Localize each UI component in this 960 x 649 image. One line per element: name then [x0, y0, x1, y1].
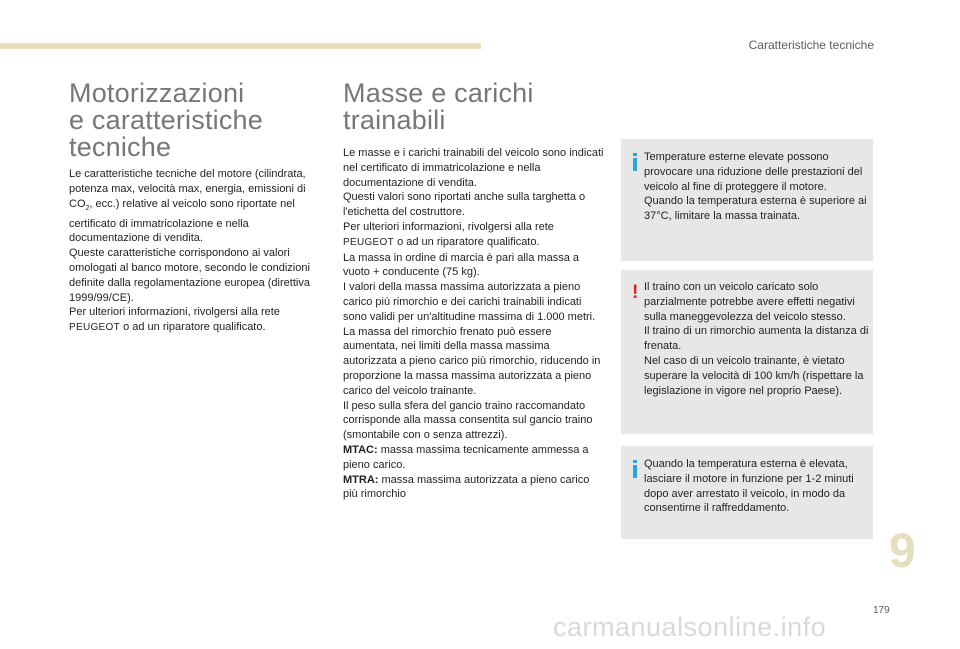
brand-name: PEUGEOT: [69, 322, 120, 334]
engine-paragraph: Queste caratteristiche corrispondono ai valori omologati al banco motore, secondo le condizioni definite dalla regolamentazione europea (direttiva 1999/99/CE).: [69, 247, 310, 304]
definition-mtac: MTAC: massa massima tecnicamente ammessa a pieno carico.: [343, 443, 589, 471]
info-box-cooling: [621, 446, 873, 539]
masses-paragraph: I valori della massa massima autorizzata a pieno carico più rimorchio e dei carichi trainabili indicati sono validi per un'altitudine massima di 1.000 metri.: [343, 281, 596, 323]
masses-section-title: [343, 80, 605, 134]
section-header: Caratteristiche tecniche: [748, 38, 874, 52]
info-box-text: Temperature esterne elevate possono provocare una riduzione delle prestazioni del veicolo al fine di proteggere il motore. Quando la temperatura esterna è superiore ai 37°C, limitare la massa trainata.: [644, 151, 867, 223]
brand-name: PEUGEOT: [343, 236, 394, 248]
masses-paragraph: Le masse e i carichi trainabili del veicolo sono indicati nel certificato di immatricolazione e nella documentazione di vendita.: [343, 147, 604, 189]
engine-section: [69, 80, 331, 336]
masses-paragraph: Per ulteriori informazioni, rivolgersi alla rete PEUGEOT o ad un riparatore qualificato.: [343, 220, 554, 248]
warning-line: Nel caso di un veicolo trainante, è vietato superare la velocità di 100 km/h (rispettare la legislazione in vigore nel proprio Paese).: [644, 354, 864, 397]
masses-paragraph: La massa del rimorchio frenato può essere aumentata, nei limiti della massa massima autorizzata a pieno carico più rimorchio, riducendo in proporzione la massa massima autorizzata a pieno carico del veicolo trainante.: [343, 325, 601, 397]
page-number: 179: [873, 605, 890, 616]
title-line: trainabili: [343, 105, 446, 135]
engine-paragraph: Per ulteriori informazioni, rivolgersi alla rete PEUGEOT o ad un riparatore qualificato.: [69, 306, 280, 334]
engine-paragraph: Le caratteristiche tecniche del motore (cilindrata, potenza max, velocità max, energia, emissioni di $CO_2$, ecc.) relative al veicolo sono riportate nel certificato di immatricolazione e nella documentazione di vendita.: [69, 168, 306, 245]
chapter-number: 9: [889, 525, 916, 578]
watermark: carmanualsonline.info: [553, 612, 827, 642]
warning-line: Il traino con un veicolo caricato solo parzialmente potrebbe avere effetti negativi sulla maneggevolezza del veicolo stesso.: [644, 281, 855, 323]
masses-paragraph: Questi valori sono riportati anche sulla targhetta o l'etichetta del costruttore.: [343, 191, 586, 219]
info-icon: [632, 460, 638, 478]
warning-line: Il traino di un rimorchio aumenta la distanza di frenata.: [644, 325, 869, 353]
info-box-temperature: [621, 139, 873, 261]
info-box-text: Quando la temperatura esterna è elevata, lasciare il motore in funzione per 1-2 minuti dopo aver arrestato il veicolo, in modo da consentirne il raffreddamento.: [644, 458, 854, 515]
engine-section-title: [69, 80, 331, 161]
title-line: Motorizzazioni: [69, 78, 245, 108]
title-line: e caratteristiche: [69, 105, 263, 135]
info-icon: [632, 153, 638, 171]
warning-icon: !: [632, 282, 639, 303]
masses-paragraph: Il peso sulla sfera del gancio traino raccomandato corrisponde alla massa consentita sul gancio traino (smontabile con o senza attrezzi).: [343, 399, 593, 442]
masses-section: [343, 80, 605, 502]
definition-mtra: MTRA: massa massima autorizzata a pieno carico più rimorchio: [343, 473, 590, 501]
title-line: tecniche: [69, 132, 172, 162]
header-accent-bar: [0, 43, 481, 49]
warning-box-towing: [621, 270, 873, 434]
title-line: Masse e carichi: [343, 78, 534, 108]
warning-box-text: [644, 280, 869, 398]
masses-paragraph: La massa in ordine di marcia è pari alla massa a vuoto + conducente (75 kg).: [343, 251, 580, 279]
